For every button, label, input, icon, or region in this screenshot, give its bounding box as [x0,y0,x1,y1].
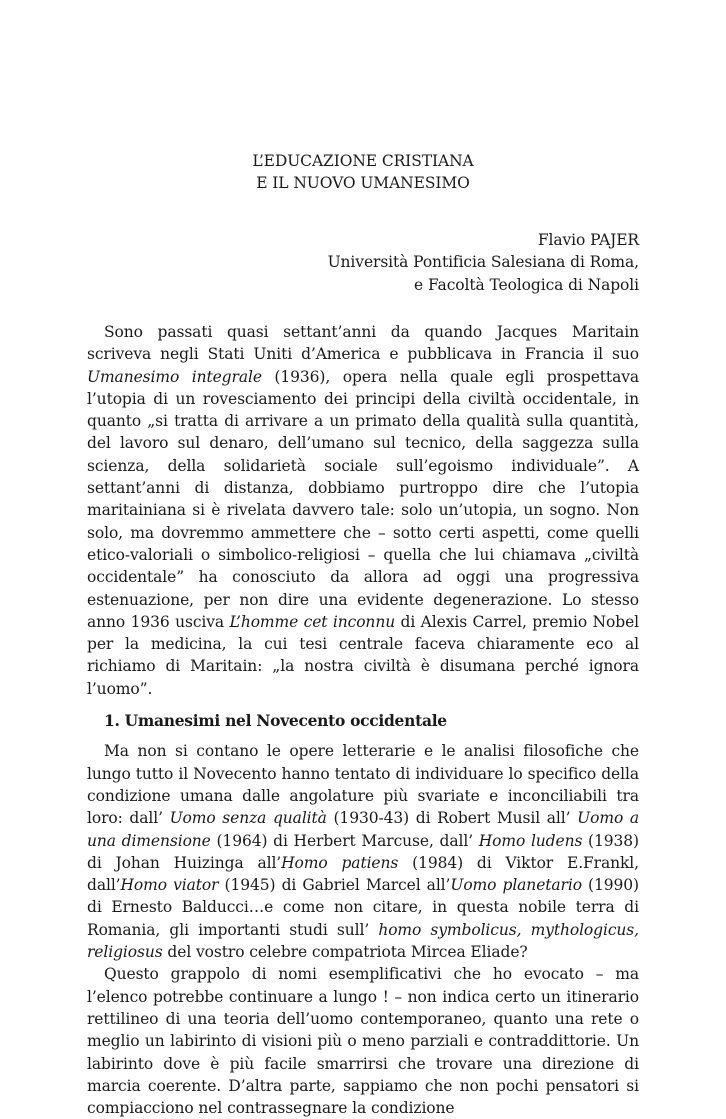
intro-paragraph [87,321,639,700]
p1-text-2: (1930-43) di Robert Musil all’ [326,809,578,828]
title-line-2: E IL NUOVO UMANESIMO [256,174,470,192]
p1-work-7: homo symbolicus, mythologicus, religiosus [87,920,639,962]
p1-text-1: Ma non si contano le opere letterarie e le analisi filosofiche che lungo tutto il Novecento hanno tentato di individuare lo specifico della condizione umana dalle angolature più svariate e inconciliabili tra loro: dall’ [87,742,639,828]
p1-work-6: Uomo planetario [450,876,582,895]
section-paragraph-2: Questo grappolo di nomi esemplificativi che ho evocato – ma l’elenco potrebbe continuare a lungo ! – non indica certo un itinerario rettilineo di una teoria dell’uomo contemporaneo, quanto una rete o meglio un labirinto di visioni più o meno parziali e contraddittorie. Un labirinto dove è più facile smarrirsi che trovare una direzione di marcia coerente. D’altra parte, sappiamo che non pochi pensatori si compiacciono nel contrassegnare la condizione [87,965,639,1118]
p1-text-8: del vostro celebre compatriota Mircea Eliade? [162,943,528,962]
p1-text-4: (1938) di Johan Huizinga all’ [87,831,639,872]
p1-work-4: Homo patiens [281,853,399,872]
author-name: Flavio PAJER [537,231,639,249]
intro-work-title-1: Umanesimo integrale [87,367,262,386]
author-block [87,229,639,296]
intro-text-1: Sono passati quasi settant’anni da quando Jacques Maritain scriveva negli Stati Uniti d’America e pubblicava in Francia il suo [87,323,639,364]
section-heading: 1. Umanesimi nel Novecento occidentale [104,711,447,731]
p1-work-5: Homo viator [120,876,219,895]
author-affiliation-2: e Facoltà Teologica di Napoli [414,275,639,294]
p1-text-3: (1964) di Herbert Marcuse, dall’ [210,831,479,850]
article-body [87,321,639,1119]
p1-text-6: (1945) di Gabriel Marcel all’ [218,876,451,895]
author-affiliation-1: Università Pontificia Salesiana di Roma, [327,253,639,272]
title-line-1: L’EDUCAZIONE CRISTIANA [252,152,474,170]
intro-text-2: (1936), opera nella quale egli prospettava l’utopia di un rovesciamento dei principi della civiltà occidentale, in quanto „si tratta di arrivare a un primato della qualità sulla quantità, del lavoro sul denaro, dell’umano sul tecnico, della saggezza sulla scienza, della solidarietà sociale sull’egoismo individuale”. A settant’anni di distanza, dobbiamo purtroppo dire che l’utopia maritainiana si è rivelata davvero tale: solo un’utopia, un sogno. Non solo, ma dovremmo ammettere che – sotto certi aspetti, come quelli etico-valoriali o simbolico-religiosi – quella che lui chiamava „civiltà occidentale” ha conosciuto da allora ad oggi una progressiva estenuazione, per non dire una evidente degenerazione. Lo stesso anno 1936 usciva [87,367,640,631]
intro-text-3: di Alexis Carrel, premio Nobel per la medicina, la cui tesi centrale faceva chiaramente eco al richiamo di Maritain: „la nostra civiltà è disumana perché ignora l’uomo”. [87,612,640,698]
page-title [87,150,639,194]
section-paragraph-1 [87,740,639,963]
p1-work-3: Homo ludens [478,831,583,850]
p1-text-7: (1990) di Ernesto Balducci…e come non citare, in questa nobile terra di Romania, gli importanti studi sull’ [87,876,639,939]
intro-work-title-2: L’homme cet inconnu [229,612,396,631]
p1-work-1: Uomo senza qualità [169,809,327,828]
p1-text-5: (1984) di Viktor E.Frankl, dall’ [87,853,639,895]
p1-work-2: Uomo a una dimensione [87,809,639,850]
